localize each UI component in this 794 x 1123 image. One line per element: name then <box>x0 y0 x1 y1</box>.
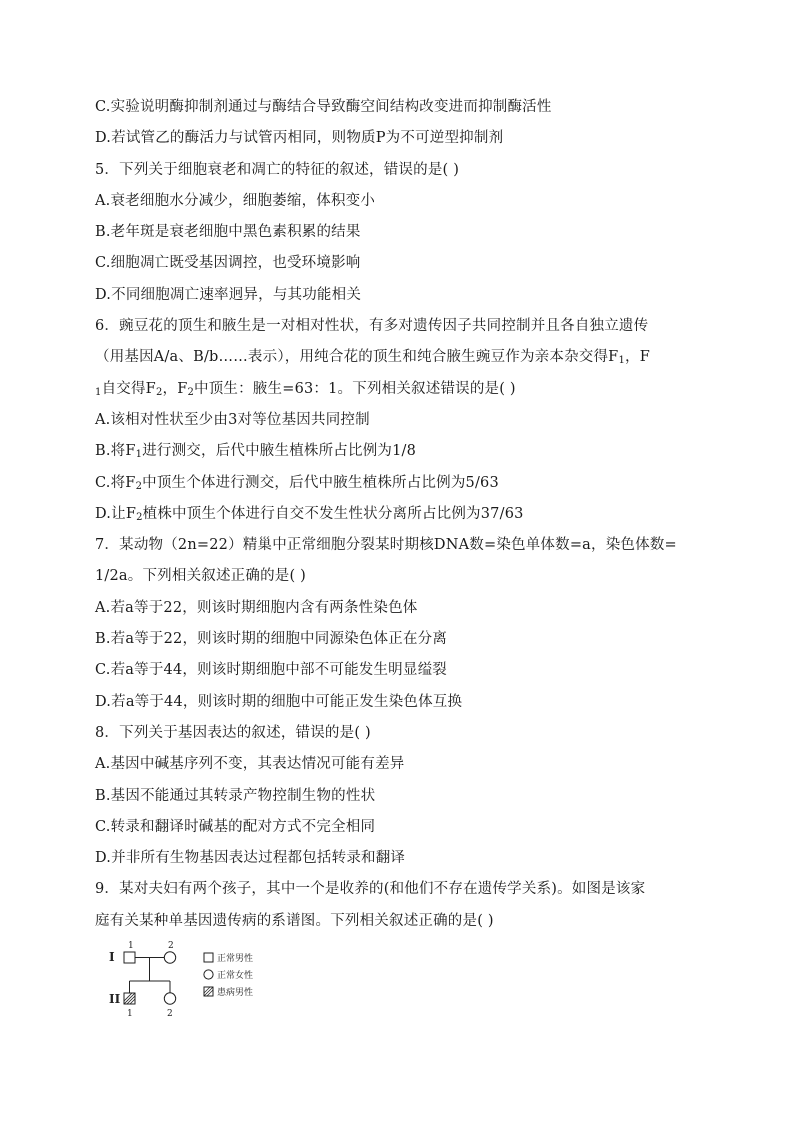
option-a: A.该相对性状至少由3对等位基因共同控制 <box>95 411 370 428</box>
individual-number: 2 <box>168 941 174 951</box>
generation-label-1: I <box>109 950 115 964</box>
option-c: C.细胞凋亡既受基因调控，也受环境影响 <box>95 255 361 272</box>
normal-female-symbol <box>164 993 175 1004</box>
question-9: 9．某对夫妇有两个孩子，其中一个是收养的(和他们不存在遗传学关系)。如图是该家 <box>95 881 646 898</box>
individual-number: 1 <box>128 941 134 951</box>
option-d: D.让$F_2$植株中顶生个体进行自交不发生性状分离所占比例为37/63 <box>95 505 524 523</box>
legend-normal-male-label: 正常男性 <box>217 954 254 964</box>
legend-normal-female-label: 正常女性 <box>217 971 254 981</box>
individual-number: 1 <box>127 1009 133 1019</box>
option-b: B.老年斑是衰老细胞中黑色素积累的结果 <box>95 224 361 241</box>
question-6: 6．豌豆花的顶生和腋生是一对相对性状，有多对遗传因子共同控制并且各自独立遗传 <box>95 318 649 335</box>
question-8: 8．下列关于基因表达的叙述，错误的是( ) <box>95 724 371 741</box>
text-line: （用基因A/a、B/b……表示），用纯合花的顶生和纯合腋生豌豆作为亲本杂交得$F_1$，F <box>95 349 650 367</box>
option-c: C.若a等于44，则该时期细胞中部不可能发生明显缢裂 <box>95 662 447 679</box>
option-d: D.若a等于44，则该时期的细胞中可能正发生染色体互换 <box>95 693 463 710</box>
text-line: D.若试管乙的酶活力与试管丙相同，则物质P为不可逆型抑制剂 <box>95 130 504 147</box>
option-b: B.将$F_1$进行测交，后代中腋生植株所占比例为1/8 <box>95 443 417 461</box>
text-line: 1/2a。下列相关叙述正确的是( ) <box>95 568 307 585</box>
option-a: A.若a等于22，则该时期细胞内含有两条性染色体 <box>95 599 418 616</box>
pedigree-chart <box>105 935 305 1020</box>
generation-label-2: II <box>109 992 121 1006</box>
option-a: A.衰老细胞水分减少，细胞萎缩，体积变小 <box>95 192 376 209</box>
option-d: D.并非所有生物基因表达过程都包括转录和翻译 <box>95 850 406 867</box>
question-text <box>95 92 710 937</box>
question-7: 7．某动物（2n=22）精巢中正常细胞分裂某时期核DNA数=染色单体数=a，染色体数= <box>95 537 677 554</box>
option-c: C.转录和翻译时碱基的配对方式不完全相同 <box>95 818 376 835</box>
normal-female-symbol <box>164 952 175 963</box>
text-line: $_1$自交得$F_2$，$F_2$中顶生：腋生=63：1。下列相关叙述错误的是( ) <box>95 380 516 398</box>
legend-affected-male-label: 患病男性 <box>217 988 254 998</box>
individual-number: 2 <box>167 1009 173 1019</box>
option-b: B.若a等于22，则该时期的细胞中同源染色体正在分离 <box>95 631 448 648</box>
option-d: D.不同细胞凋亡速率迥异，与其功能相关 <box>95 286 362 303</box>
text-line: 庭有关某种单基因遗传病的系谱图。下列相关叙述正确的是( ) <box>95 912 494 929</box>
text-line: C.实验说明酶抑制剂通过与酶结合导致酶空间结构改变进而抑制酶活性 <box>95 99 552 115</box>
normal-male-symbol <box>124 952 135 963</box>
option-b: B.基因不能通过其转录产物控制生物的性状 <box>95 787 376 804</box>
question-5: 5．下列关于细胞衰老和凋亡的特征的叙述，错误的是( ) <box>95 161 460 178</box>
option-a: A.基因中碱基序列不变，其表达情况可能有差异 <box>95 756 405 773</box>
option-c: C.将$F_2$中顶生个体进行测交，后代中腋生植株所占比例为5/63 <box>95 474 499 492</box>
legend-normal-female-icon <box>204 970 213 979</box>
legend-normal-male-icon <box>204 953 213 962</box>
